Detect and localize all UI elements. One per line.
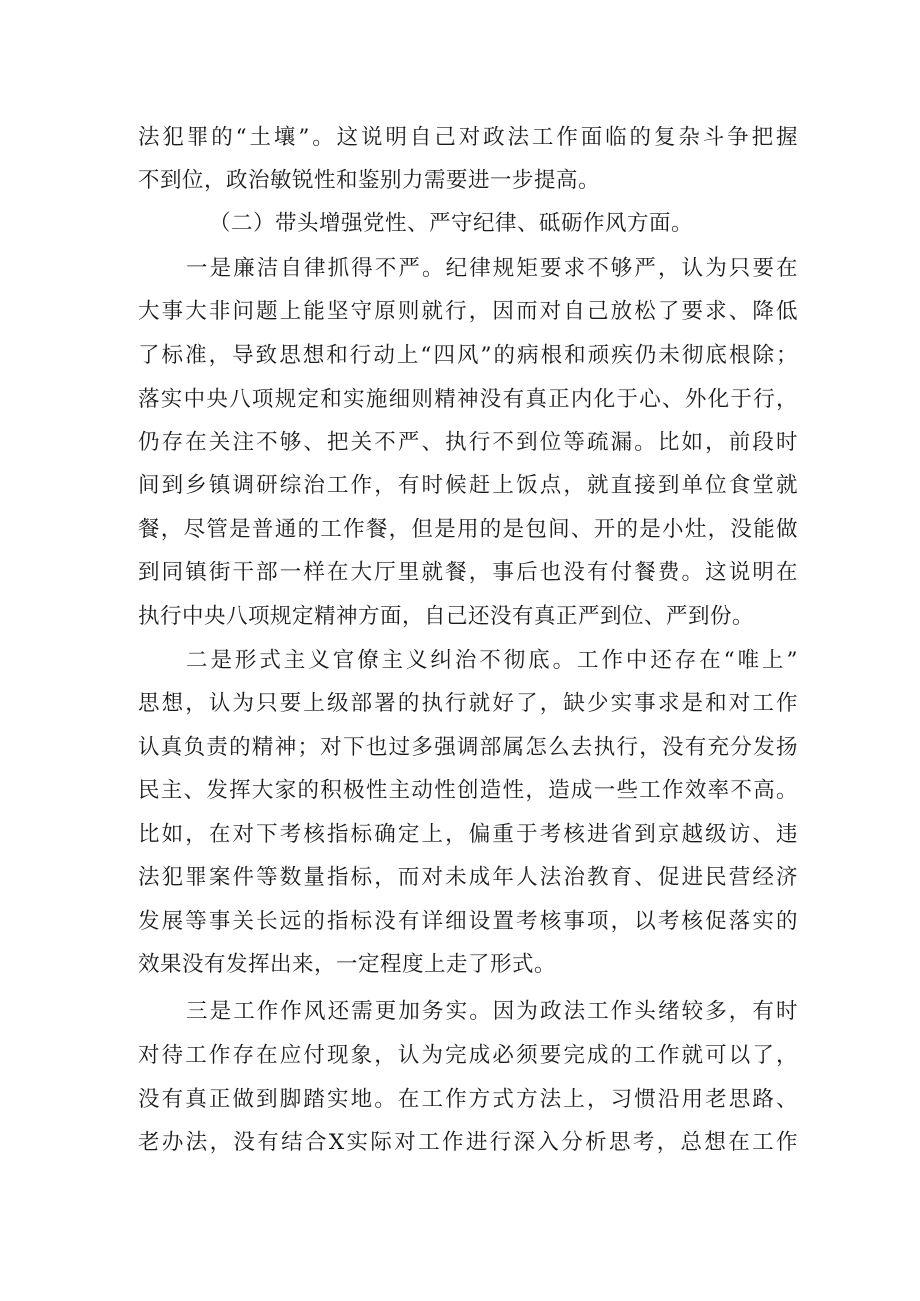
text-line: 民主、发挥大家的积极性主动性创造性，造成一些工作效率不高。	[138, 778, 798, 803]
text-line: 大事大非问题上能坚守原则就行，因而对自己放松了要求、降低	[138, 299, 798, 324]
text-line: 落实中央八项规定和实施细则精神没有真正内化于心、外化于行，	[138, 387, 798, 412]
text-line: 不到位，政治敏锐性和鉴别力需要进一步提高。	[138, 168, 601, 193]
text-line: 仍存在关注不够、把关不严、执行不到位等疏漏。比如，前段时	[138, 430, 798, 455]
paragraph-first-line: 二是形式主义官僚主义纠治不彻底。工作中还存在“唯上”	[186, 648, 798, 673]
section-heading: （二）带头增强党性、严守纪律、砥砺作风方面。	[209, 211, 694, 236]
text-line: 比如，在对下考核指标确定上，偏重于考核进省到京越级访、违	[138, 822, 798, 847]
text-line: 了标准，导致思想和行动上“四风”的病根和顽疾仍未彻底根除；	[138, 343, 798, 368]
text-line: 没有真正做到脚踏实地。在工作方式方法上，习惯沿用老思路、	[138, 1087, 798, 1112]
text-line: 到同镇街干部一样在大厅里就餐，事后也没有付餐费。这说明在	[138, 560, 798, 585]
text-line: 对待工作存在应付现象，认为完成必须要完成的工作就可以了，	[138, 1043, 798, 1068]
text-line: 老办法，没有结合X实际对工作进行深入分析思考，总想在工作	[138, 1130, 798, 1155]
paragraph-first-line: 三是工作作风还需更加务实。因为政法工作头绪较多，有时	[186, 999, 798, 1024]
text-line: 认真负责的精神；对下也过多强调部属怎么去执行，没有充分发扬	[138, 735, 798, 760]
text-line: 法犯罪的“土壤”。这说明自己对政法工作面临的复杂斗争把握	[138, 125, 798, 150]
text-line: 法犯罪案件等数量指标，而对未成年人法治教育、促进民营经济	[138, 865, 798, 890]
text-line: 执行中央八项规定精神方面，自己还没有真正严到位、严到份。	[138, 604, 755, 629]
text-line: 间到乡镇调研综治工作，有时候赶上饭点，就直接到单位食堂就	[138, 473, 798, 498]
text-line: 餐，尽管是普通的工作餐，但是用的是包间、开的是小灶，没能做	[138, 517, 798, 542]
text-line: 发展等事关长远的指标没有详细设置考核事项，以考核促落实的	[138, 909, 798, 934]
paragraph-first-line: 一是廉洁自律抓得不严。纪律规矩要求不够严，认为只要在	[186, 256, 798, 281]
text-line: 思想，认为只要上级部署的执行就好了，缺少实事求是和对工作	[138, 691, 798, 716]
text-line: 效果没有发挥出来，一定程度上走了形式。	[138, 952, 557, 977]
